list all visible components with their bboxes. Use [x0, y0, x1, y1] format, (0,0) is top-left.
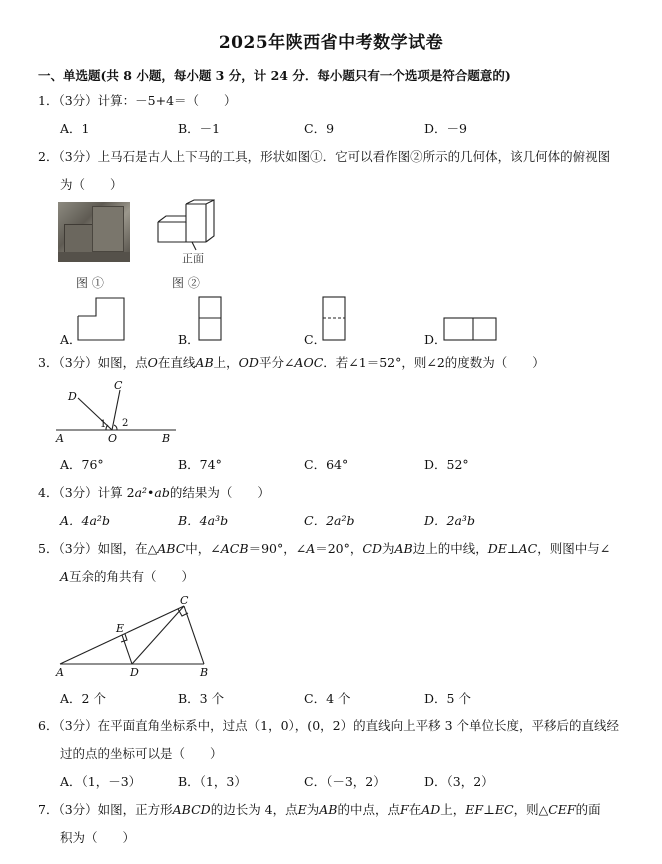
svg-text:B: B	[162, 432, 171, 445]
svg-text:B: B	[200, 666, 209, 679]
svg-text:C: C	[114, 379, 123, 392]
question-5-figure	[54, 594, 220, 680]
question-5-stem: 5．（3分）如图，在△ABC中，∠ACB＝90°，∠A＝20°，CD为AB边上的中线，DE⊥AC，则图中与∠	[38, 541, 611, 556]
option-d-top-view	[443, 317, 499, 343]
svg-text:D: D	[68, 390, 77, 403]
svg-text:1: 1	[100, 419, 107, 430]
svg-text:A: A	[56, 432, 64, 445]
question-3-stem: 3．（3分）如图，点O在直线AB上，OD平分∠AOC．若∠1＝52°，则∠2的度数为（ ）	[38, 355, 545, 370]
question-3-figure	[52, 376, 182, 446]
figure-2-caption: 图 ②	[172, 276, 200, 290]
svg-text:D: D	[130, 666, 139, 679]
svg-text:C: C	[180, 594, 189, 607]
option-d: D．52°	[424, 457, 469, 472]
option-c: C．4 个	[304, 691, 351, 706]
question-2-stem: 2．（3分）上马石是古人上下马的工具，形状如图①．它可以看作图②所示的几何体，该几何体的俯视图	[38, 149, 611, 164]
page-title: 2025年陕西省中考数学试卷	[218, 33, 444, 53]
option-a: A．2 个	[60, 691, 106, 706]
option-c: C．2a²b	[304, 513, 355, 528]
option-a: A．1	[60, 121, 90, 136]
question-5-options	[60, 689, 620, 711]
section-heading: 一、单选题(共 8 小题，每小题 3 分，计 24 分．每小题只有一个选项是符合题意的)	[38, 68, 511, 83]
option-b: B．	[178, 332, 200, 347]
figure-1-caption: 图 ①	[76, 276, 104, 290]
option-a: A．4a²b	[60, 513, 110, 528]
svg-text:E: E	[116, 622, 125, 635]
mounting-stone-photo	[58, 202, 130, 262]
option-a: A．76°	[60, 457, 104, 472]
question-6-stem: 6．（3分）在平面直角坐标系中，过点（1，0），(0，2）的直线向上平移 3 个单位长度，平移后的直线经	[38, 718, 619, 733]
svg-text:A: A	[56, 666, 64, 679]
question-5-stem-cont: A互余的角共有（ ）	[60, 569, 195, 584]
svg-text:O: O	[108, 432, 118, 445]
svg-text:2: 2	[122, 418, 129, 429]
question-6-stem-cont: 过的点的坐标可以是（ ）	[60, 746, 223, 761]
option-b: B．74°	[178, 457, 222, 472]
option-c-top-view	[322, 296, 348, 342]
option-c: C．（－3，2）	[304, 774, 386, 789]
option-a: A．	[60, 332, 82, 347]
question-1-stem: 1．（3分）计算：－5+4＝（ ）	[38, 93, 237, 108]
question-7-stem-cont: 积为（ ）	[60, 830, 136, 845]
option-d: D．5 个	[424, 691, 471, 706]
option-b: B．－1	[178, 121, 221, 136]
front-label: 正面	[182, 252, 204, 265]
option-b-top-view	[198, 296, 224, 342]
option-d: D．－9	[424, 121, 467, 136]
option-d: D．	[424, 332, 447, 347]
figure-2-solid	[152, 198, 222, 270]
option-d: D．（3，2）	[424, 774, 494, 789]
option-b: B．3 个	[178, 691, 225, 706]
option-c: C．9	[304, 121, 335, 136]
option-c: C．	[304, 332, 327, 347]
question-4-stem: 4．（3分）计算 2a²•ab的结果为（ ）	[38, 485, 270, 500]
question-1-options	[60, 119, 620, 141]
option-d: D．2a³b	[424, 513, 475, 528]
question-6-options	[60, 772, 620, 794]
question-2-stem-cont: 为（ ）	[60, 177, 123, 192]
question-7-stem: 7．（3分）如图，正方形ABCD的边长为 4，点E为AB的中点，点F在AD上，EF⊥EC，则△CEF的面	[38, 802, 601, 817]
option-a: A．（1，－3）	[60, 774, 142, 789]
question-4-options	[60, 511, 620, 533]
question-3-options	[60, 455, 620, 477]
option-b: B．（1，3）	[178, 774, 247, 789]
option-c: C．64°	[304, 457, 349, 472]
option-b: B．4a³b	[178, 513, 229, 528]
option-a-top-view	[76, 296, 126, 342]
